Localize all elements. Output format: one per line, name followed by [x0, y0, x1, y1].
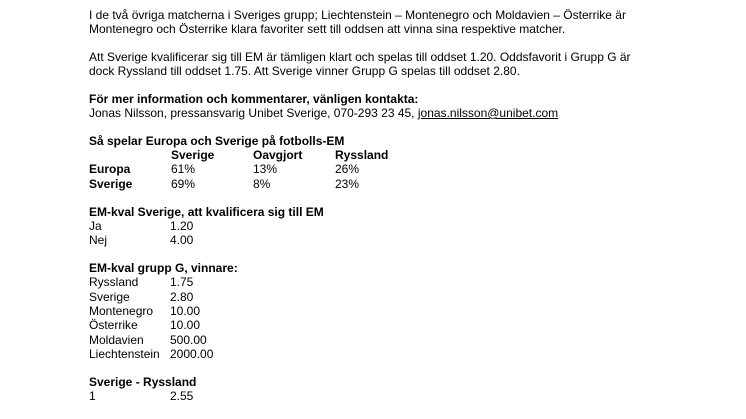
euro-table-cell: 23%: [335, 176, 360, 191]
group-g-row: [89, 333, 649, 347]
group-g-team: Ryssland: [89, 275, 139, 290]
group-g-row: [89, 318, 649, 332]
spacer: [89, 78, 649, 92]
euro-table-corner: [89, 148, 171, 162]
group-g-row: [89, 275, 649, 289]
group-g-odds: 500.00: [170, 332, 207, 347]
match-heading: Sverige - Ryssland: [89, 375, 197, 390]
qualify-heading: EM-kval Sverige, att kvalificera sig till EM: [89, 204, 324, 219]
euro-table-heading: Så spelar Europa och Sverige på fotbolls-EM: [89, 134, 345, 148]
group-g-odds: 10.00: [170, 304, 201, 319]
spacer: [89, 120, 649, 134]
euro-table-cell: 8%: [253, 176, 271, 191]
group-g-row: [89, 347, 649, 361]
euro-table-row-label: Europa: [89, 162, 131, 177]
contact-email-link[interactable]: jonas.nilsson@unibet.com: [417, 106, 559, 120]
match-odds: 2.55: [170, 389, 194, 404]
group-g-odds: 10.00: [170, 318, 201, 333]
intro-paragraph-2: Att Sverige kvalificerar sig till EM är tämligen klart och spelas till oddset 1.20. Oddsfavorit i Grupp G är dock Ryssland till oddset 1.75. Att Sverige vinner Grupp G spelas till oddset 2.80.: [89, 50, 631, 78]
group-g-team: Montenegro: [89, 304, 154, 319]
euro-table-row: [89, 162, 649, 176]
intro-paragraph-1: I de två övriga matcherna i Sveriges grupp; Liechtenstein – Montenegro och Moldavien – Österrike är Montenegro och Österrike klara favoriter sett till oddsen att vinna sina respektive matcher.: [89, 8, 626, 36]
group-g-team: Österrike: [89, 318, 138, 333]
euro-table-cell: 26%: [335, 162, 360, 177]
qualify-row: [89, 233, 649, 247]
group-g-heading: EM-kval grupp G, vinnare:: [89, 261, 238, 276]
euro-table-cell: 61%: [171, 162, 196, 177]
euro-table-cell: 13%: [253, 162, 278, 177]
qualify-label: Nej: [89, 233, 108, 248]
euro-table-cell: 69%: [171, 176, 196, 191]
group-g-odds: 2000.00: [170, 346, 214, 361]
group-g-row: [89, 304, 649, 318]
group-g-team: Liechtenstein: [89, 346, 160, 361]
euro-table-row: [89, 177, 649, 191]
group-g-row: [89, 290, 649, 304]
qualify-row: [89, 219, 649, 233]
euro-table-header-row: [89, 148, 649, 162]
euro-table-row-label: Sverige: [89, 176, 133, 191]
group-g-odds: 1.75: [170, 275, 194, 290]
contact-heading: För mer information och kommentarer, vänligen kontakta:: [89, 92, 419, 106]
qualify-odds: 4.00: [170, 233, 194, 248]
spacer: [89, 247, 649, 261]
spacer: [89, 361, 649, 375]
euro-table-col-header: Ryssland: [335, 148, 389, 162]
contact-line: [89, 106, 649, 120]
spacer: [89, 36, 649, 50]
group-g-odds: 2.80: [170, 289, 194, 304]
group-g-team: Sverige: [89, 289, 130, 304]
group-g-team: Moldavien: [89, 332, 144, 347]
qualify-odds: 1.20: [170, 218, 194, 233]
match-row: [89, 389, 649, 403]
qualify-label: Ja: [89, 218, 102, 233]
contact-text: Jonas Nilsson, pressansvarig Unibet Sverige, 070-293 23 45,: [89, 106, 415, 120]
spacer: [89, 191, 649, 205]
euro-table-col-header: Oavgjort: [253, 148, 303, 162]
euro-table-col-header: Sverige: [171, 148, 215, 162]
match-outcome: 1: [89, 389, 96, 404]
document-page: [89, 8, 649, 404]
